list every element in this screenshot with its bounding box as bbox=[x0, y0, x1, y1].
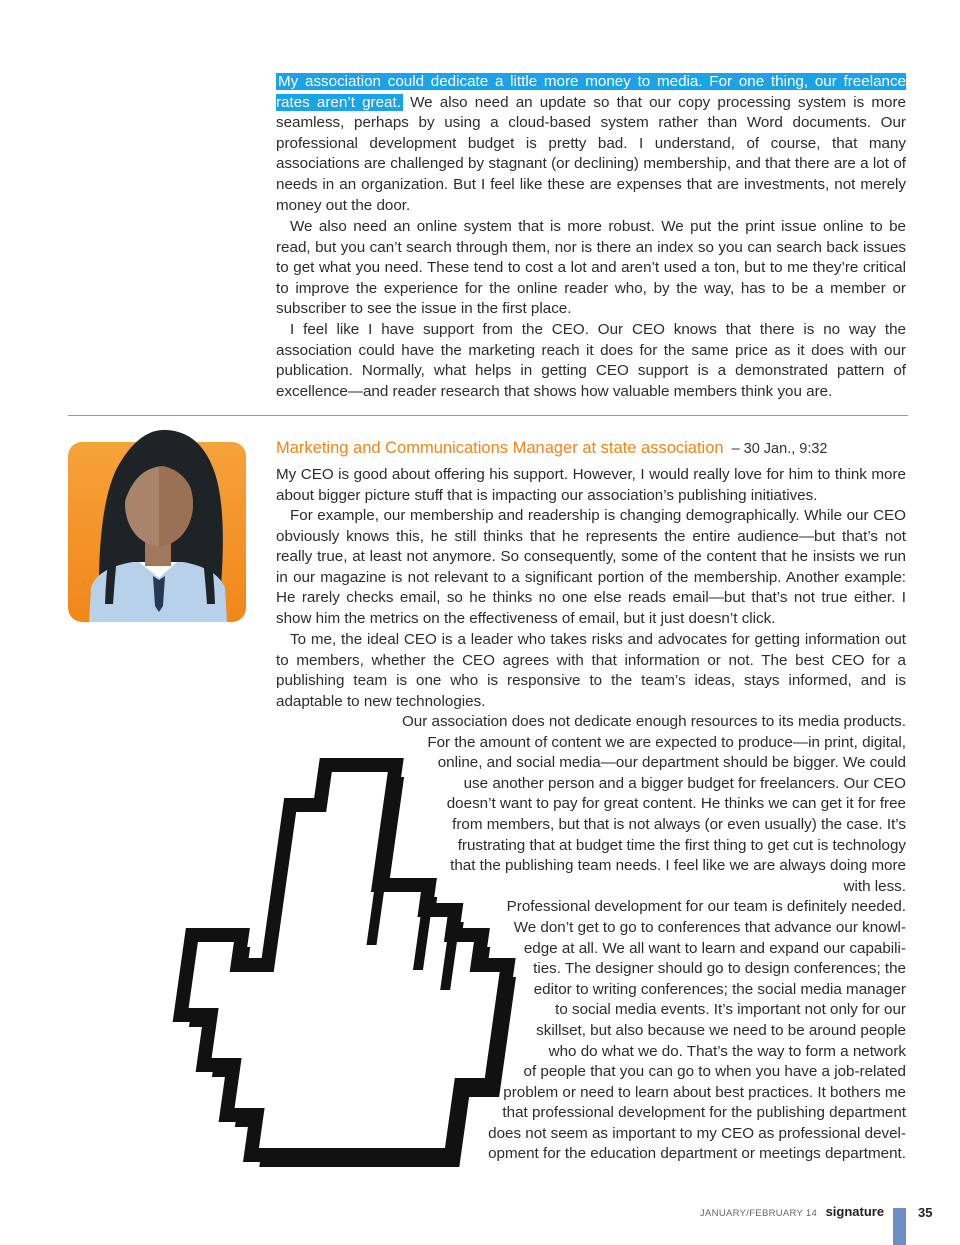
post-paragraph-1: My CEO is good about offering his support. However, I would really love for him to think more about bigger picture stuff that is impacting our association’s publishing initiatives. bbox=[276, 466, 906, 504]
text-line: doesn’t want to pay for great content. He thinks we can get it for free bbox=[446, 795, 906, 813]
paragraph-3: I feel like I have support from the CEO. Our CEO knows that there is no way the association could have the marketing reach it does for the same price as it does with our publication. Normally, what helps in getting CEO support is a demonstrated pattern of excellence—and reader research that shows how valuable members think you are. bbox=[276, 321, 906, 400]
text-line: For the amount of content we are expected to produce—in print, digital, bbox=[427, 733, 906, 751]
text-line: that professional development for the publishing department bbox=[502, 1104, 906, 1122]
text-line: from members, but that is not always (or even usually) the case. It’s bbox=[452, 815, 906, 833]
paragraph-text: We also need an update so that our copy processing system is more seamless, perhaps by using a cloud-based system rather than Word documents. Our professional development budget is pretty bad. I understand, of course, that many associations are challenged by stagnant (or declining) membership, and that there are a lot of needs in an organization. But I feel like these are expenses that are investments, not merely money out the door. bbox=[276, 93, 907, 214]
text-line: skillset, but also because we need to be around people bbox=[536, 1021, 906, 1039]
post-author: Marketing and Communications Manager at state association bbox=[276, 439, 724, 457]
wrapped-text-block bbox=[402, 712, 906, 1165]
text-line: editor to writing conferences; the social media manager bbox=[533, 980, 906, 998]
folio-bar bbox=[893, 1208, 906, 1245]
highlighted-text: My association could dedicate a little more money to media. For one thing, our freelance rates aren’t great. bbox=[276, 73, 906, 111]
text-line: that the publishing team needs. I feel like we are always doing more bbox=[450, 857, 906, 875]
page-number: 35 bbox=[918, 1205, 933, 1220]
text-line: Our association does not dedicate enough resources to its media products. bbox=[401, 713, 906, 730]
post-paragraph-3: To me, the ideal CEO is a leader who takes risks and advocates for getting information out to members, whether the CEO agrees with that information or not. The best CEO for a publishing team is one who is responsive to the team’s ideas, stays informed, and is adaptable to new technologies. bbox=[276, 631, 906, 710]
section-divider bbox=[68, 415, 908, 416]
post-timestamp: – 30 Jan., 9:32 bbox=[731, 441, 828, 457]
text-line: Professional development for our team is definitely needed. bbox=[506, 898, 906, 916]
post-paragraph-2: For example, our membership and readership is changing demographically. While our CEO obviously knows this, he still thinks that he represents the entire audience—but that’s not really true, at least not anymore. So consequently, some of the content that he insists we run in our magazine is not relevant to a significant portion of the membership. Another example: He rarely checks email, so he thinks no one else reads email—but that’s not true either. I show him the metrics on the effectiveness of email, but it just doesn’t click. bbox=[276, 507, 906, 627]
text-line: with less. bbox=[843, 877, 906, 895]
text-line: frustrating that at budget time the first thing to get cut is technology bbox=[457, 836, 906, 854]
text-line: edge at all. We all want to learn and expand our capabili- bbox=[523, 939, 906, 957]
issue-date: JANUARY/FEBRUARY 14 bbox=[700, 1208, 818, 1219]
text-line: to social media events. It’s important not only for our bbox=[555, 1001, 906, 1019]
post-heading bbox=[276, 437, 828, 460]
paragraph-1 bbox=[276, 72, 906, 216]
text-line: online, and social media—our department should be bigger. We could bbox=[437, 754, 906, 772]
text-line: use another person and a bigger budget for freelancers. Our CEO bbox=[463, 774, 906, 792]
text-line: opment for the education department or meetings department. bbox=[488, 1145, 906, 1163]
text-line: who do what we do. That’s the way to form a network bbox=[548, 1042, 906, 1060]
text-line: of people that you can go to when you have a job-related bbox=[523, 1063, 906, 1081]
text-line: We don’t get to go to conferences that advance our knowl- bbox=[513, 918, 906, 936]
text-line: ties. The designer should go to design conferences; the bbox=[533, 960, 906, 978]
text-line: problem or need to learn about best practices. It bothers me bbox=[503, 1083, 906, 1101]
woman-avatar-icon bbox=[67, 428, 247, 624]
magazine-name: signature bbox=[825, 1204, 885, 1219]
paragraph-2: We also need an online system that is more robust. We put the print issue online to be read, but you can’t search through them, nor is there an index so you can search back issues to get what you need. These tend to cost a lot and aren’t used a ton, but to me they’re critical to improve the experience for the online reader who, by the way, has to be a member or subscriber to see the issue in the first place. bbox=[276, 218, 906, 318]
page-footer bbox=[700, 1203, 884, 1221]
text-line: does not seem as important to my CEO as professional devel- bbox=[488, 1124, 906, 1142]
